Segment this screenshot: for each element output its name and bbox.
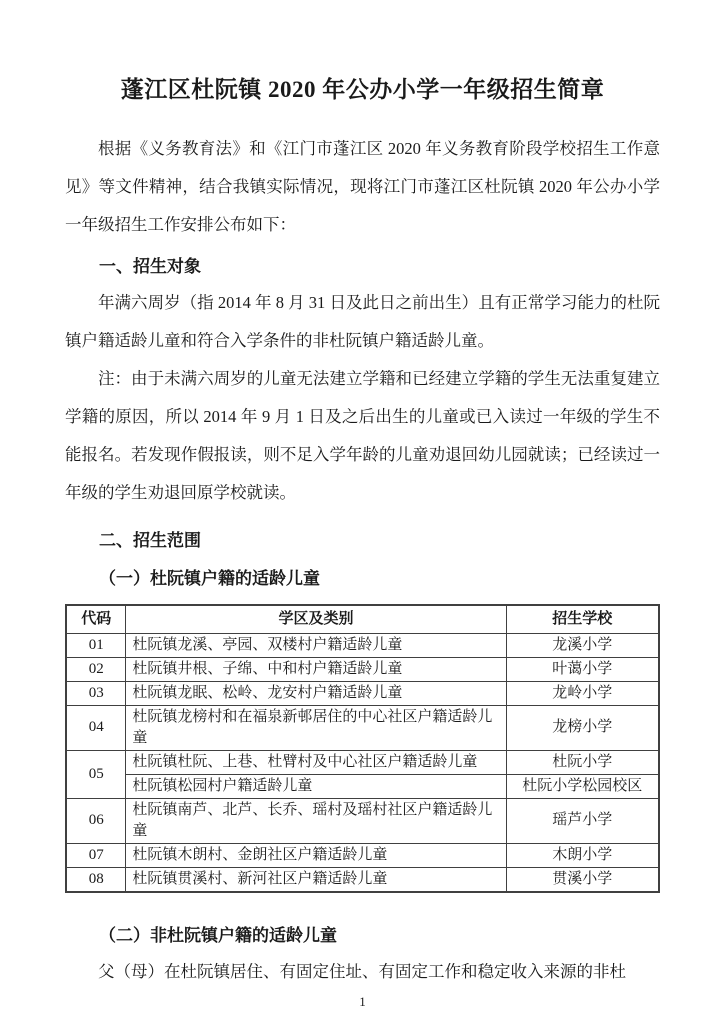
cell-district: 杜阮镇杜阮、上巷、杜臂村及中心社区户籍适龄儿童: [126, 750, 506, 774]
section2-paragraph: 父（母）在杜阮镇居住、有固定住址、有固定工作和稳定收入来源的非杜: [98, 961, 626, 981]
table-row: [66, 750, 659, 774]
table-row: [66, 798, 659, 843]
cell-district: 杜阮镇木朗村、金朗社区户籍适龄儿童: [126, 843, 506, 867]
table-row: [66, 633, 659, 657]
cell-district: 杜阮镇龙溪、亭园、双楼村户籍适龄儿童: [126, 633, 506, 657]
table-row: [66, 681, 659, 705]
cell-school: 龙岭小学: [506, 681, 659, 705]
table-row: [66, 867, 659, 892]
cell-school: 贯溪小学: [506, 867, 659, 892]
column-header-code: 代码: [66, 605, 126, 633]
page-number: 1: [359, 993, 366, 1009]
cell-district: 杜阮镇龙榜村和在福泉新邨居住的中心社区户籍适龄儿童: [126, 705, 506, 750]
column-header-school: 招生学校: [506, 605, 659, 633]
cell-school: 木朗小学: [506, 843, 659, 867]
table-row: [66, 705, 659, 750]
section2-heading: 二、招生范围: [99, 531, 201, 550]
cell-code: 02: [66, 657, 126, 681]
cell-code: 05: [66, 750, 126, 798]
cell-district: 杜阮镇贯溪村、新河社区户籍适龄儿童: [126, 867, 506, 892]
cell-school: 龙溪小学: [506, 633, 659, 657]
intro-paragraph: 根据《义务教育法》和《江门市蓬江区 2020 年义务教育阶段学校招生工作意见》等文件精神，结合我镇实际情况，现将江门市蓬江区杜阮镇 2020 年公办小学一年级招生工作安排公布如下：: [65, 139, 660, 234]
cell-code: 01: [66, 633, 126, 657]
cell-code: 07: [66, 843, 126, 867]
subsection2-heading: （二）非杜阮镇户籍的适龄儿童: [99, 925, 337, 945]
table-header-row: [66, 605, 659, 633]
cell-school: 瑶芦小学: [506, 798, 659, 843]
cell-district: 杜阮镇南芦、北芦、长乔、瑶村及瑶村社区户籍适龄儿童: [126, 798, 506, 843]
column-header-district: 学区及类别: [126, 605, 506, 633]
section1-paragraph: 年满六周岁（指 2014 年 8 月 31 日及此日之前出生）且有正常学习能力的杜阮镇户籍适龄儿童和符合入学条件的非杜阮镇户籍适龄儿童。: [65, 293, 660, 350]
cell-code: 03: [66, 681, 126, 705]
subsection1-heading: （一）杜阮镇户籍的适龄儿童: [99, 569, 320, 588]
cell-school: 杜阮小学松园校区: [506, 774, 659, 798]
cell-school: 杜阮小学: [506, 750, 659, 774]
cell-district: 杜阮镇松园村户籍适龄儿童: [126, 774, 506, 798]
table-row: [66, 843, 659, 867]
enrollment-table: [65, 604, 660, 893]
cell-district: 杜阮镇龙眠、松岭、龙安村户籍适龄儿童: [126, 681, 506, 705]
section1-note-paragraph: 注：由于未满六周岁的儿童无法建立学籍和已经建立学籍的学生无法重复建立学籍的原因，所以 2014 年 9 月 1 日及之后出生的儿童或已入读过一年级的学生不能报名。若发现作假报读，则不足入学年龄的儿童劝退回幼儿园就读；已经读过一年级的学生劝退回原学校就读。: [65, 369, 660, 502]
cell-code: 08: [66, 867, 126, 892]
cell-code: 06: [66, 798, 126, 843]
table-row: [66, 657, 659, 681]
table-row: [66, 774, 659, 798]
cell-school: 龙榜小学: [506, 705, 659, 750]
cell-school: 叶蔼小学: [506, 657, 659, 681]
cell-code: 04: [66, 705, 126, 750]
section1-heading: 一、招生对象: [99, 257, 201, 276]
cell-district: 杜阮镇井根、子绵、中和村户籍适龄儿童: [126, 657, 506, 681]
document-title: 蓬江区杜阮镇 2020 年公办小学一年级招生简章: [120, 77, 605, 102]
